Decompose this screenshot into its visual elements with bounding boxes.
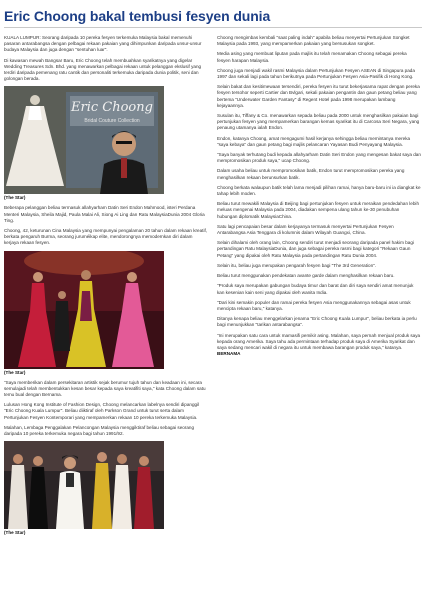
sign-text: Eric Choong — [71, 100, 153, 116]
paragraph: Choong berkata walaupun batik telah lama menjadi pilihan ramai, hanya baru-baru ini ia diangkat ke tahap lebih moden. — [217, 184, 421, 197]
paragraph: Lulusan Hong Kong Institute of Fashion Design, Choong melancarkan labelnya sendiri dipanggil "Eric Choong Kuala Lumpur". Beliau diiktiraf oleh Parkson Grand untuk turut serta dalam Pertunjukan Fesyen Kontemporari yang mempamerkan rekaan 10 pereka terkemuka Malaysia. — [4, 402, 200, 420]
paragraph: Beliau turut mewakili Malaysia di Beijing bagi pertunjukan fesyen untuk meraikan pendedahan lebih meluas mengenai Malaysia pada 2004, diadakan sempena ulang tahun ke-30 penubuhan hubungan diplomatik MalaysiaChina. — [217, 201, 419, 219]
photo-runway-models — [4, 251, 164, 369]
paragraph: Dalam usaha beliau untuk mempromosikan batik, Endon turut mempromosikan pereka yang menghasilkan rekaan berunsurkan batik. — [217, 168, 405, 180]
paragraph: Beliau turut menggunakan pendekatan avante garde dalam menghasilkan rekaan baru. — [217, 273, 395, 279]
left-column — [4, 35, 208, 540]
photo-designer-with-models — [4, 441, 164, 529]
photo-caption: (The Star) — [4, 369, 26, 375]
photo-designer-portrait — [4, 86, 164, 194]
paragraph: Di kawasan mewah Bangsar Baru, Eric Choong telah membuahkan syarikatnya yang digelar Wedding Treasures Sdn. Bhd. yang menawarkan pelbagai rekaan untuk pelanggan ekslusif yang terdiri daripada pemenang ratu cantik dan personaliti terkemuka daripada dunia politik, seni dan golongan berada. — [4, 57, 202, 82]
paragraph-text: "Ini merupakan satu cara untuk mamasifi pemikir asing. Malahan, saya pernah menjual produk saya kepada orang Amerika. Saya tahu ada permintaan terhadap produk saya di Amerika Syarikat dan saya sedang mencari wakil di negara itu untuk membawa barangan produk saya," katanya. — [217, 332, 421, 350]
paragraph: "Dari kini semakin populer dan ramai pereka fesyen Asia menggunakannya sebagai asas untuk mencipta rekaan baru," katanya. — [217, 299, 411, 311]
paragraph: KUALA LUMPUR: Seorang daripada 10 pereka fesyen terkemuka Malaysia bakal memenuhi pasaran antarabangsa dengan pelbagai rekaan pakaian yang dihimpunkan daripada unsur-unsur budaya Malaysia dan juga dengan "sentuhan luar". — [4, 35, 202, 53]
paragraph: Selain dihalami oleh orang lain, Choong sendiri turut menjadi seorang daripada panel hakim bagi pertandingan Ratu MalaysiaDunia, dan juga sebagai pereka rasmi bagi kategori "Rekaan Gaun Petang" yang dipakai oleh Ratu Malaysia pada pertandingan Ratu Dunia 2004. — [217, 240, 414, 258]
paragraph: Selain bakat dan kesitimewaan tersendiri, pereka fesyen itu turut bekerjasama rapat dengan pereka fesyen tersohor seperti Cartier dan Bvlgari, sekali pakaian pengantin dan gaun petang beliau yang bertema "Underwater Garden Fantasy" di Regent Hotel pada 1998 merupakan lambang kejayaannya. — [217, 84, 420, 108]
photo-caption: (The Star) — [4, 530, 26, 536]
paragraph: Satu lagi pencapaian besar dalam kerjayanya termasuk menyertai Pertunjukan Fesyen Antarabangsa Asia Tenggara di kolumnis dalam Wilayah Guangxi, China. — [217, 223, 394, 236]
paragraph-final — [217, 333, 421, 358]
paragraph: Malahan, Lembaga Penggalakan Pelancongan Malaysia menggiktiraf beliau sebagai seorang daripada 10 pereka terkemuka negara bagi tahun 1991/92. — [4, 424, 195, 437]
article-title: Eric Choong bakal tembusi fesyen dunia — [4, 8, 271, 24]
paragraph: Susulan itu, Tiffany & Co. menawarkan sepada beliau pada 2000 untuk menghasilkan pakaian bagi pertunjukan fesyen yang mempamerkan barangan kemas syarikat itu di Carcosa Seri Negara, yang penaung utamanya ialah Endon. — [217, 113, 420, 131]
sign-subtext: Bridal Couture Collection — [84, 118, 140, 125]
source-credit: BERNAMA — [217, 351, 241, 357]
paragraph: Selain itu, beliau juga merupakan pengarah fesyen bagi "The 3rd Generation". — [217, 262, 377, 268]
paragraph: Endon, katanya Choong, amat mengagumi hasil kerjanya sehingga beliau memintanya mereka "saya kebaya" dan gaun petang bagi majlis pelancaran Yayasan Budi Penyayang Malaysia. — [217, 135, 411, 147]
paragraph: "Produk saya merupakan gabungan budaya timur dan barat dan diri saya sendiri amat menunjuk kan kesenian kain seni yang dipakai oleh wanita India. — [217, 283, 414, 295]
paragraph: Choong juga menjadi wakil rasmi Malaysia dalam Pertunjukan Fesyen ASEAN di Singapura pada 1997 dan sekali lagi pada tahun berikutnya pada Pertunjukan Fesyen Asia-Pasifik di Hong Kong. — [217, 67, 415, 80]
photo-caption: (The Star) — [4, 195, 26, 201]
paragraph: Choong mengimbas kembali "saat paling indah" apabila beliau menyertai Pertunjukan Songket Malaysia pada 1993, yang mempamerkan pakaian yang bersusukan songket. — [217, 35, 410, 47]
paragraph: "Saya banyak terhutang budi kepada allahyarham Datin Seri Endon yang mengesan bakat saya dan mempromosikan produk saya," ucap Choong. — [217, 152, 421, 164]
right-column — [217, 35, 421, 361]
title-divider — [4, 27, 422, 28]
paragraph: Ditanya kenapa beliau menggelarkan jenama "Eric Choong Kuala Lumpur", beliau berkata ia perlu bagi menunjukkan "tarikan antarabangsa". — [217, 316, 417, 328]
paragraph: "Saya memberikan dalam persekitaran artistik sejak berumur tujuh tahun dan keadaan ini, secara semulajadi telah membentukkan kesan besar kepada saya kreatifiti saya," kata Choong dalam satu temu bual dengan Bernama. — [4, 379, 206, 398]
paragraph: Beberapa pelanggan beliau termasuk allahyarham Datin Seri Endon Mahmood, isteri Perdana Menteri Malaysia, Sheila Majid, Paula Malai Ali, Siong Ai Ling dan Ratu MalaysiaDunia 2004 Gloria Ting. — [4, 205, 205, 223]
paragraph: Choong, 42, keturunan Cina Malaysia yang mempunyai pengalaman 20 tahun dalam rekaan kreatif, berkata pengaruh Burma, seorang juruméikap elite, mendorongnya memodernkan diri dalam kerjaya rekaan fesyen. — [4, 228, 208, 246]
paragraph: Media asing yang membuat liputan pada majlis itu telah menamakan Choong sebagai pereka fesyen harapan Malaysia. — [217, 51, 407, 63]
